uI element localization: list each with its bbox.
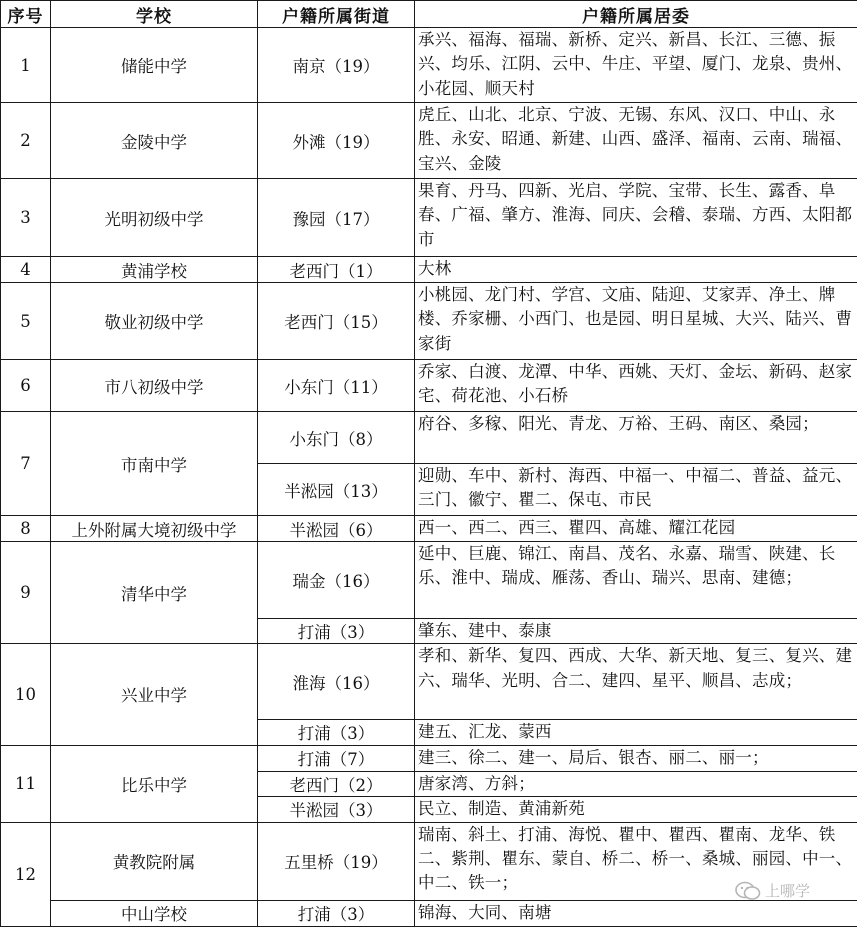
school-name: 市南中学 (51, 412, 258, 516)
committee-list: 唐家湾、方斜； (415, 771, 857, 796)
table-row (1, 257, 857, 283)
committee-list: 西一、西二、西三、瞿四、高雄、耀江花园 (415, 516, 857, 542)
street-name: 豫园（17） (258, 179, 415, 257)
street-name: 小东门（11） (258, 360, 415, 412)
school-name: 市八初级中学 (51, 360, 258, 412)
table-row (1, 28, 857, 103)
committee-list: 承兴、福海、福瑞、新桥、定兴、新昌、长江、三德、振兴、均乐、江阴、云中、牛庄、平望、厦门、龙泉、贵州、小花园、顺天村 (415, 28, 857, 103)
committee-list: 建三、徐二、建一、局后、银杏、丽二、丽一； (415, 745, 857, 771)
street-name: 外滩（19） (258, 103, 415, 179)
street-name: 半淞园（13） (258, 464, 415, 516)
committee-list: 迎勋、车中、新村、海西、中福一、中福二、普益、益元、三门、徽宁、瞿二、保屯、市民 (415, 464, 857, 516)
committee-list: 瑞南、斜土、打浦、海悦、瞿中、瞿西、瞿南、龙华、铁二、紫荆、瞿东、蒙自、桥二、桥一、桑城、丽园、中一、中二、铁一； (415, 822, 857, 900)
school-name: 兴业中学 (51, 644, 258, 745)
committee-list: 大林 (415, 257, 857, 283)
row-number: 9 (1, 542, 51, 644)
table-row (1, 542, 857, 619)
committee-list: 建五、汇龙、蒙西 (415, 720, 857, 745)
school-name: 比乐中学 (51, 745, 258, 822)
street-name: 打浦（7） (258, 745, 415, 771)
school-name: 黄教院附属 (51, 822, 258, 900)
header-committees: 户籍所属居委 (415, 1, 857, 28)
committee-list: 孝和、新华、复四、西成、大华、新天地、复三、复兴、建六、瑞华、光明、合二、建四、星平、顺昌、志成； (415, 644, 857, 720)
table-row (1, 412, 857, 464)
row-number: 3 (1, 179, 51, 257)
header-school: 学校 (51, 1, 258, 28)
street-name: 老西门（2） (258, 771, 415, 796)
street-name: 打浦（3） (258, 900, 415, 926)
row-number: 10 (1, 644, 51, 745)
watermark-text: 上哪学 (765, 882, 811, 900)
header-street: 户籍所属街道 (258, 1, 415, 28)
row-number: 11 (1, 745, 51, 822)
street-name: 老西门（1） (258, 257, 415, 283)
wechat-icon (735, 881, 761, 901)
table-row (1, 179, 857, 257)
committee-list: 延中、巨鹿、锦江、南昌、茂名、永嘉、瑞雪、陕建、长乐、淮中、瑞成、雁荡、香山、瑞兴、思南、建德； (415, 542, 857, 619)
committee-list: 府谷、多稼、阳光、青龙、万裕、王码、南区、桑园； (415, 412, 857, 464)
school-name: 黄浦学校 (51, 257, 258, 283)
street-name: 五里桥（19） (258, 822, 415, 900)
table-row (1, 745, 857, 771)
school-name: 储能中学 (51, 28, 258, 103)
street-name: 南京（19） (258, 28, 415, 103)
street-name: 淮海（16） (258, 644, 415, 720)
table-row (1, 644, 857, 720)
header-no: 序号 (1, 1, 51, 28)
row-number: 6 (1, 360, 51, 412)
table-row (1, 283, 857, 360)
school-name: 上外附属大境初级中学 (51, 516, 258, 542)
street-name: 老西门（15） (258, 283, 415, 360)
committee-list: 锦海、大同、南塘 (415, 900, 857, 926)
street-name: 瑞金（16） (258, 542, 415, 619)
street-name: 小东门（8） (258, 412, 415, 464)
header-row (1, 1, 857, 28)
street-name: 打浦（3） (258, 720, 415, 745)
row-number: 5 (1, 283, 51, 360)
school-name: 清华中学 (51, 542, 258, 644)
table-row (1, 103, 857, 179)
street-name: 打浦（3） (258, 619, 415, 644)
table-row (1, 822, 857, 900)
school-name: 敬业初级中学 (51, 283, 258, 360)
committee-list: 民立、制造、黄浦新苑 (415, 796, 857, 822)
committee-list: 肇东、建中、泰康 (415, 619, 857, 644)
table-row (1, 516, 857, 542)
committee-list: 乔家、白渡、龙潭、中华、西姚、天灯、金坛、新码、赵家宅、荷花池、小石桥 (415, 360, 857, 412)
committee-list: 果育、丹马、四新、光启、学院、宝带、长生、露香、阜春、广福、肇方、淮海、同庆、会稽、泰瑞、方西、太阳都市 (415, 179, 857, 257)
street-name: 半淞园（3） (258, 796, 415, 822)
street-name: 半淞园（6） (258, 516, 415, 542)
row-number: 2 (1, 103, 51, 179)
row-number: 8 (1, 516, 51, 542)
row-number: 1 (1, 28, 51, 103)
table-row (1, 360, 857, 412)
row-number: 4 (1, 257, 51, 283)
committee-list: 虎丘、山北、北京、宁波、无锡、东风、汉口、中山、永胜、永安、昭通、新建、山西、盛泽、福南、云南、瑞福、宝兴、金陵 (415, 103, 857, 179)
school-name: 光明初级中学 (51, 179, 258, 257)
table-row (1, 900, 857, 926)
row-number: 12 (1, 822, 51, 926)
committee-list: 小桃园、龙门村、学宫、文庙、陆迎、艾家弄、净土、牌楼、乔家栅、小西门、也是园、明日星城、大兴、陆兴、曹家街 (415, 283, 857, 360)
row-number: 7 (1, 412, 51, 516)
watermark (735, 880, 810, 901)
school-name: 中山学校 (51, 900, 258, 926)
school-name: 金陵中学 (51, 103, 258, 179)
